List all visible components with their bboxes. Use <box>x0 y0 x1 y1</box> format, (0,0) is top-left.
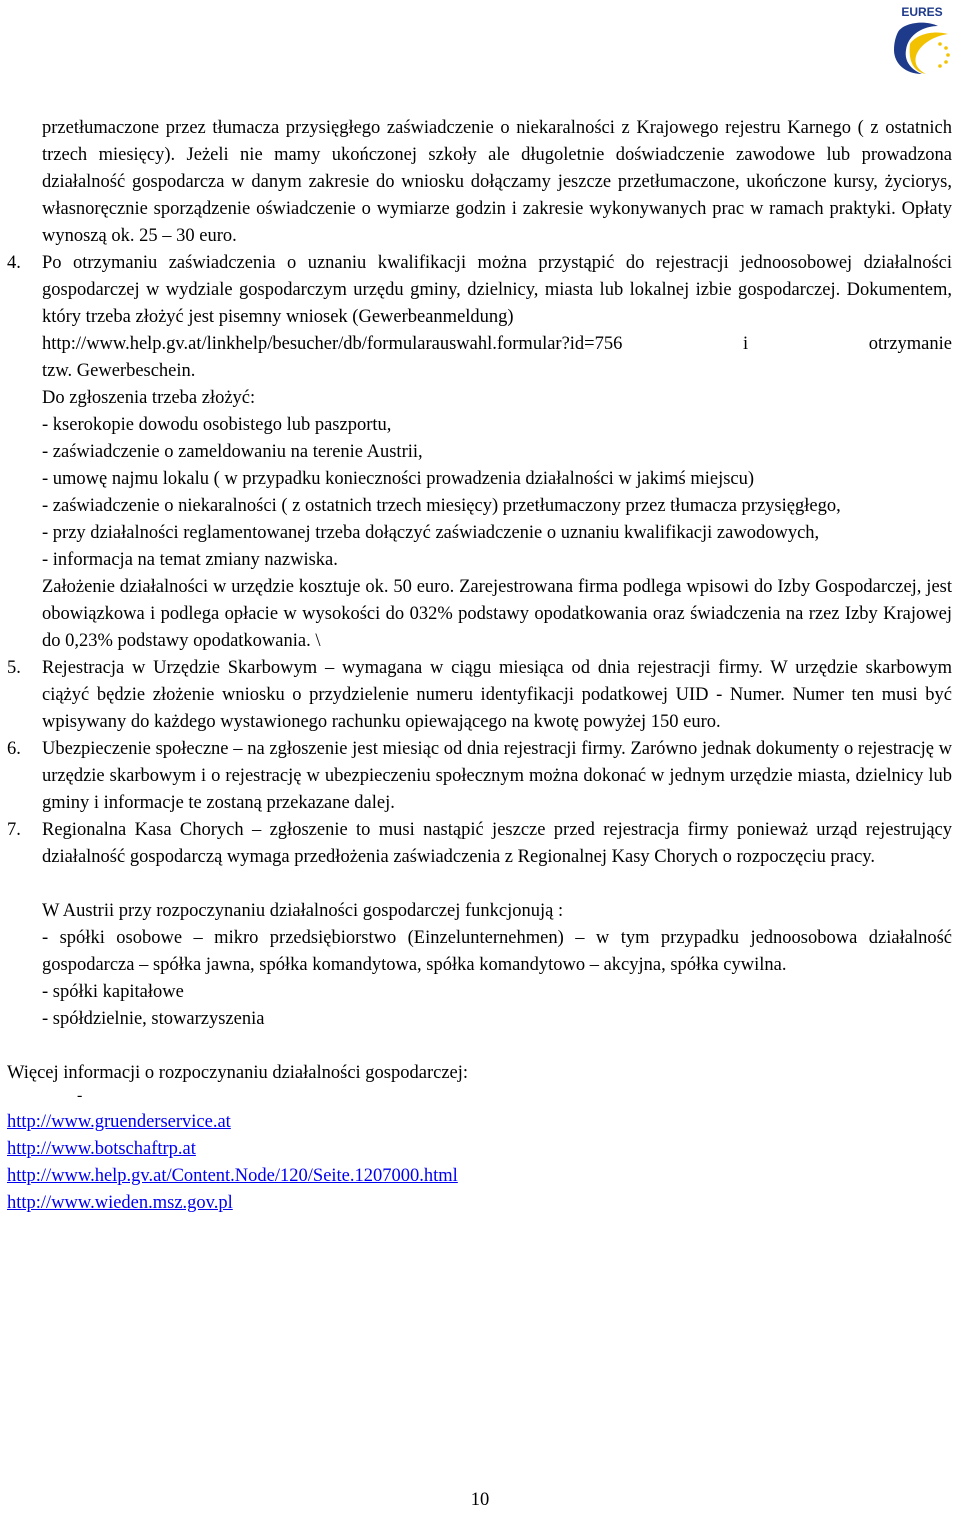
more-info-dash: - <box>77 1087 83 1104</box>
business-form-item: - spółki osobowe – mikro przedsiębiorstwo (Einzelunternehmen) – w tym przypadku jednoosobowa działalność gospodarcza – spółka jawna, spółka komandytowa, spółka komandytowo – akcyjna, spółka cywilna. <box>42 928 952 975</box>
eures-logo <box>886 4 958 76</box>
form-url-line: http://www.help.gv.at/linkhelp/besucher/db/formularauswahl.formular?id=756 i otrzymanie <box>42 334 952 354</box>
business-forms-section <box>0 898 960 1033</box>
doc-line: - przy działalności reglamentowanej trzeba dołączyć zaświadczenie o uznaniu kwalifikacji zawodowych, <box>42 523 820 543</box>
page-number: 10 <box>470 1490 490 1510</box>
links-list <box>0 1109 960 1217</box>
header-line-1: Warunki życia i pracy w krajach Europejskiego Obszaru Gospodarczego <box>225 5 735 25</box>
list-item-6 <box>0 736 960 817</box>
item-4-text: Po otrzymaniu zaświadczenia o uznaniu kwalifikacji można przystąpić do rejestracji jednoosobowej działalności gospodarczej w wydziale gospodarczym urzędu gminy, dzielnicy, miasta lub lokalnej izbie gospodarczej. Dokumentem, który trzeba złożyć jest pisemny wniosek (Gewerbeanmeldung) <box>42 253 952 327</box>
list-item-4 <box>0 250 960 655</box>
header-text <box>160 4 800 73</box>
item-6-text: Ubezpieczenie społeczne – na zgłoszenie jest miesiąc od dnia rejestracji firmy. Zarówno jednak dokumenty o rejestrację w urzędzie skarbowym i o rejestrację w ubezpieczeniu społecznym można dokonać w jednym urzędzie miasta, dzielnicy lub gminy i informacje te zostaną przekazane dalej. <box>42 739 952 813</box>
list-item-7 <box>0 817 960 871</box>
doc-line: - umowę najmu lokalu ( w przypadku konieczności prowadzenia działalności w jakimś miejscu) <box>42 469 755 489</box>
doc-line: - zaświadczenie o niekaralności ( z ostatnich trzech miesięcy) przetłumaczony przez tłumacza przysięgłego, <box>42 496 841 516</box>
header-line-2: Ministerstwo Pracy i Polityki Społecznej <box>337 28 623 48</box>
eures-logo-text: EURES <box>901 5 943 19</box>
document-body <box>0 115 960 1217</box>
business-form-item: - spółdzielnie, stowarzyszenia <box>42 1009 265 1029</box>
gewerbeschein-line: tzw. Gewerbeschein. <box>42 361 196 381</box>
business-forms-heading: W Austrii przy rozpoczynaniu działalności gospodarczej funkcjonują : <box>42 901 564 921</box>
page-header <box>0 4 960 74</box>
link-help-gv[interactable]: http://www.help.gv.at/Content.Node/120/Seite.1207000.html <box>7 1166 458 1186</box>
list-item-5 <box>0 655 960 736</box>
docs-heading: Do zgłoszenia trzeba złożyć: <box>42 388 256 408</box>
eu-stars <box>938 42 950 68</box>
item-5-text: Rejestracja w Urzędzie Skarbowym – wymagana w ciągu miesiąca od dnia rejestracji firmy. W urzędzie skarbowym ciążyć będzie złożenie wniosku o przydzielenie numeru identyfikacji podatkowej UID - Numer. Numer ten musi być wpisywany do każdego wystawionego rachunku opiewającego na kwotę powyżej 150 euro. <box>42 658 952 732</box>
item-7-text: Regionalna Kasa Chorych – zgłoszenie to musi nastąpić jeszcze przed rejestracja firmy ponieważ urząd rejestrujący działalność gospodarczą wymaga przedłożenia zaświadczenia z Regionalnej Kasy Chorych o rozpoczęciu pracy. <box>42 820 952 867</box>
item-number: 5. <box>7 658 21 678</box>
link-gruenderservice[interactable]: http://www.gruenderservice.at <box>7 1112 231 1132</box>
more-info-heading: Więcej informacji o rozpoczynaniu działalności gospodarczej: <box>7 1063 469 1083</box>
item-number: 7. <box>7 820 21 840</box>
item-number: 6. <box>7 739 21 759</box>
link-wieden-msz[interactable]: http://www.wieden.msz.gov.pl <box>7 1193 233 1213</box>
business-form-item: - spółki kapitałowe <box>42 982 184 1002</box>
cost-paragraph: Założenie działalności w urzędzie kosztuje ok. 50 euro. Zarejestrowana firma podlega wpisowi do Izby Gospodarczej, jest obowiązkowa i podlega opłacie w wysokości do 032% podstawy opodatkowania oraz świadczenia na rzez Izby Krajowej do 0,23% podstawy opodatkowania. \ <box>42 577 952 651</box>
header-line-3: Departament Rynku Pracy <box>386 51 574 71</box>
doc-line: - kserokopie dowodu osobistego lub paszportu, <box>42 415 392 435</box>
doc-line: - informacja na temat zmiany nazwiska. <box>42 550 338 570</box>
doc-line: - zaświadczenie o zameldowaniu na terenie Austrii, <box>42 442 423 462</box>
intro-paragraph: przetłumaczone przez tłumacza przysięgłego zaświadczenie o niekaralności z Krajowego rejestru Karnego ( z ostatnich trzech miesięcy). Jeżeli nie mamy ukończonej szkoły ale długoletnie doświadczenie zawodowe lub prowadzona działalność gospodarcza w danym zakresie do wniosku dołączamy jeszcze przetłumaczone, ukończone kursy, życiorys, własnoręcznie sporządzenie oświadczenie o wymiarze godzin i zakresie wykonywanych prac w ramach praktyki. Opłaty wynoszą ok. 25 – 30 euro. <box>42 118 952 246</box>
eures-swoosh-yellow <box>910 32 948 74</box>
link-botschaftrp[interactable]: http://www.botschaftrp.at <box>7 1139 196 1159</box>
item-number: 4. <box>7 253 21 273</box>
